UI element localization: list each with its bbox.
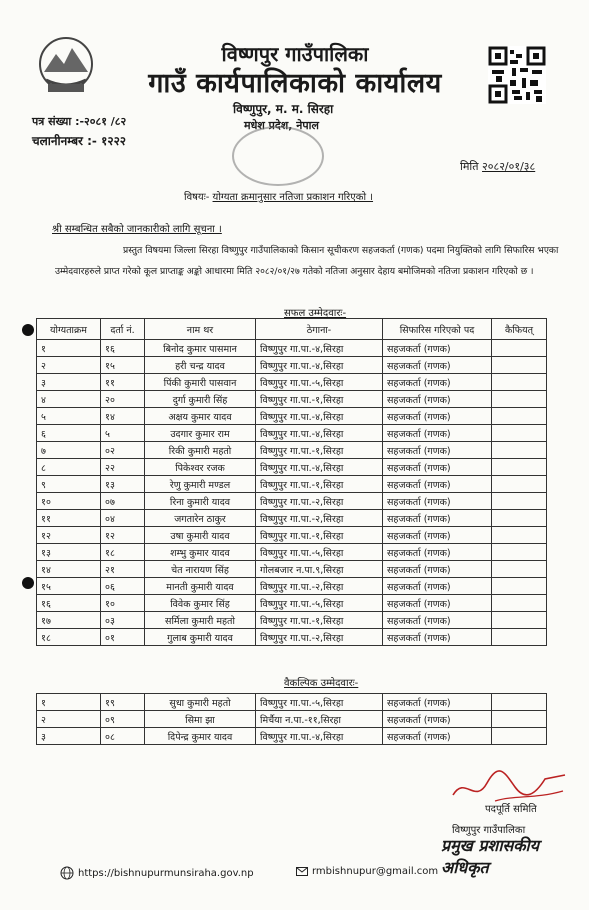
cell-address: विष्णुपुर गा.पा.-१,सिरहा <box>256 476 383 493</box>
cell-post: सहजकर्ता (गणक) <box>383 357 492 374</box>
cell-name: अक्षय कुमार यादव <box>145 408 256 425</box>
cell-address: विष्णुपुर गा.पा.-५,सिरहा <box>256 694 383 711</box>
successful-candidates-table <box>36 318 547 646</box>
table-row <box>37 442 547 459</box>
qr-code-icon <box>488 46 546 104</box>
cell-remarks <box>492 544 547 561</box>
cell-rank: ९ <box>37 476 101 493</box>
header-rank: योग्यताक्रम <box>37 319 101 340</box>
address-line-2: मधेश प्रदेश, नेपाल <box>244 119 319 132</box>
cell-name: चेत नारायण सिंह <box>145 561 256 578</box>
cell-address: विष्णुपुर गा.पा.-१,सिरहा <box>256 527 383 544</box>
cell-reg-no: ११ <box>101 374 145 391</box>
table-row <box>37 374 547 391</box>
cell-remarks <box>492 459 547 476</box>
cell-rank: ८ <box>37 459 101 476</box>
header-reg-no: दर्ता नं. <box>101 319 145 340</box>
email-link[interactable]: rmbishnupur@gmail.com <box>312 866 439 877</box>
cell-address: विष्णुपुर गा.पा.-१,सिरहा <box>256 442 383 459</box>
cell-reg-no: ०१ <box>101 629 145 646</box>
cell-remarks <box>492 442 547 459</box>
cell-address: विष्णुपुर गा.पा.-२,सिरहा <box>256 629 383 646</box>
cell-post: सहजकर्ता (गणक) <box>383 459 492 476</box>
cell-remarks <box>492 510 547 527</box>
header-address: ठेगाना- <box>256 319 383 340</box>
cell-post: सहजकर्ता (गणक) <box>383 391 492 408</box>
cell-address: विष्णुपुर गा.पा.-४,सिरहा <box>256 459 383 476</box>
cell-rank: १२ <box>37 527 101 544</box>
footer-website <box>60 866 254 880</box>
cell-reg-no: १४ <box>101 408 145 425</box>
municipality-name: विष्णपुर गाउँपालिका <box>221 42 369 66</box>
cell-address: विष्णुपुर गा.पा.-४,सिरहा <box>256 408 383 425</box>
cell-address: विष्णुपुर गा.पा.-१,सिरहा <box>256 612 383 629</box>
cell-name: बिनोद कुमार पासमान <box>145 340 256 357</box>
cell-name: हरी चन्द्र यादव <box>145 357 256 374</box>
cell-remarks <box>492 595 547 612</box>
cell-name: दिपेन्द्र कुमार यादव <box>145 728 256 745</box>
cell-remarks <box>492 578 547 595</box>
cell-post: सहजकर्ता (गणक) <box>383 711 492 728</box>
cell-rank: १ <box>37 340 101 357</box>
table-row <box>37 527 547 544</box>
cell-remarks <box>492 629 547 646</box>
cell-address: गोलबजार न.पा.९,सिरहा <box>256 561 383 578</box>
cell-post: सहजकर्ता (गणक) <box>383 694 492 711</box>
cell-post: सहजकर्ता (गणक) <box>383 595 492 612</box>
cell-rank: १३ <box>37 544 101 561</box>
cell-rank: ४ <box>37 391 101 408</box>
cell-address: मिर्चैया न.पा.-११,सिरहा <box>256 711 383 728</box>
date-value: २०८२/०१/३८ <box>482 160 536 173</box>
table-row <box>37 408 547 425</box>
cell-name: रेणु कुमारी मण्डल <box>145 476 256 493</box>
cell-name: सर्मिला कुमारी महतो <box>145 612 256 629</box>
office-name: गाउँ कार्यपालिकाको कार्यालय <box>148 68 442 99</box>
cell-remarks <box>492 391 547 408</box>
letter-number: पत्र संख्या :-२०८१ /८२ <box>32 115 127 128</box>
subject <box>184 189 373 203</box>
cell-remarks <box>492 493 547 510</box>
subject-value: योग्यता क्रमानुसार नतिजा प्रकाशन गरिएको । <box>212 192 374 203</box>
cell-address: विष्णुपुर गा.पा.-२,सिरहा <box>256 510 383 527</box>
punch-hole <box>22 577 34 589</box>
dispatch-number: चलानीनम्बर :- १२२२ <box>32 134 127 148</box>
cell-rank: ५ <box>37 408 101 425</box>
cell-rank: २ <box>37 357 101 374</box>
cell-post: सहजकर्ता (गणक) <box>383 493 492 510</box>
office-stamp <box>232 126 324 186</box>
cell-post: सहजकर्ता (गणक) <box>383 510 492 527</box>
table-row <box>37 425 547 442</box>
cell-address: विष्णुपुर गा.पा.-४,सिरहा <box>256 357 383 374</box>
cell-reg-no: १२ <box>101 527 145 544</box>
cell-post: सहजकर्ता (गणक) <box>383 629 492 646</box>
cell-address: विष्णुपुर गा.पा.-४,सिरहा <box>256 425 383 442</box>
table-row <box>37 391 547 408</box>
cell-address: विष्णुपुर गा.पा.-४,सिरहा <box>256 728 383 745</box>
punch-hole <box>22 324 34 336</box>
cell-reg-no: १३ <box>101 476 145 493</box>
cell-rank: ३ <box>37 728 101 745</box>
cell-remarks <box>492 340 547 357</box>
cell-reg-no: ०४ <box>101 510 145 527</box>
cell-reg-no: ०२ <box>101 442 145 459</box>
cell-reg-no: २१ <box>101 561 145 578</box>
addressee: श्री सम्बन्धित सबैको जानकारीको लागि सूचना । <box>52 224 222 235</box>
cell-address: विष्णुपुर गा.पा.-५,सिरहा <box>256 595 383 612</box>
table-row <box>37 459 547 476</box>
cell-rank: १४ <box>37 561 101 578</box>
cell-name: उदगार कुमार राम <box>145 425 256 442</box>
cell-reg-no: ०३ <box>101 612 145 629</box>
table-row <box>37 493 547 510</box>
cell-name: पिंकी कुमारी पासवान <box>145 374 256 391</box>
cell-post: सहजकर्ता (गणक) <box>383 544 492 561</box>
cell-rank: १० <box>37 493 101 510</box>
cell-reg-no: १८ <box>101 544 145 561</box>
cell-remarks <box>492 357 547 374</box>
cell-reg-no: ०९ <box>101 711 145 728</box>
cell-post: सहजकर्ता (गणक) <box>383 527 492 544</box>
cell-name: गुलाब कुमारी यादव <box>145 629 256 646</box>
cell-name: मानती कुमारी यादव <box>145 578 256 595</box>
cell-remarks <box>492 476 547 493</box>
cell-remarks <box>492 612 547 629</box>
globe-icon <box>60 866 74 880</box>
table-row <box>37 612 547 629</box>
header-name: नाम थर <box>145 319 256 340</box>
table-row <box>37 595 547 612</box>
cell-name: उषा कुमारी यादव <box>145 527 256 544</box>
cell-name: पिकेश्वर रजक <box>145 459 256 476</box>
cell-remarks <box>492 527 547 544</box>
alternate-candidates-title: वैकल्पिक उम्मेदवारः- <box>284 678 359 689</box>
footer-email <box>296 866 438 877</box>
cell-name: जगतारेन ठाकुर <box>145 510 256 527</box>
nepal-emblem-icon <box>34 34 98 98</box>
cell-name: रिना कुमारी यादव <box>145 493 256 510</box>
cell-reg-no: ०८ <box>101 728 145 745</box>
cell-rank: १८ <box>37 629 101 646</box>
signature-officer-title: प्रमुख प्रशासकीय अधिकृत <box>441 836 539 877</box>
cell-address: विष्णुपुर गा.पा.-४,सिरहा <box>256 340 383 357</box>
header-post: सिफारिस गरिएको पद <box>383 319 492 340</box>
cell-address: विष्णुपुर गा.पा.-२,सिरहा <box>256 493 383 510</box>
cell-rank: १५ <box>37 578 101 595</box>
cell-reg-no: २२ <box>101 459 145 476</box>
cell-post: सहजकर्ता (गणक) <box>383 340 492 357</box>
signature-committee: पदपूर्ति समिति <box>485 804 537 815</box>
date-label: मिति <box>460 160 479 173</box>
body-paragraph: प्रस्तुत विषयमा जिल्ला सिरहा विष्णुपुर गाउँपालिकाको किसान सूचीकरण सहजकर्ता (गणक) पदमा नियुक्तिको लागि सिफारिस भएका उम्मेदवारहरुले प्राप्त गरेको कूल प्राप्ताङ्क अङ्को आधारमा मिति २०८२/०१/२७ गतेको नतिजा अनुसार देहाय बमोजिमको नतिजा प्रकाशन गरिएको छ । <box>55 245 559 277</box>
envelope-icon <box>296 867 308 876</box>
cell-rank: ११ <box>37 510 101 527</box>
cell-reg-no: ०६ <box>101 578 145 595</box>
table-row <box>37 694 547 711</box>
table-header-row <box>37 319 547 340</box>
cell-name: दुर्गा कुमारी सिंह <box>145 391 256 408</box>
cell-post: सहजकर्ता (गणक) <box>383 561 492 578</box>
cell-rank: ७ <box>37 442 101 459</box>
address-line-1: विष्णुपुर, म. म. सिरहा <box>233 102 334 116</box>
table-row <box>37 578 547 595</box>
cell-reg-no: ५ <box>101 425 145 442</box>
cell-reg-no: २० <box>101 391 145 408</box>
cell-post: सहजकर्ता (गणक) <box>383 408 492 425</box>
cell-rank: ६ <box>37 425 101 442</box>
alternate-candidates-table <box>36 693 547 745</box>
cell-remarks <box>492 408 547 425</box>
cell-post: सहजकर्ता (गणक) <box>383 425 492 442</box>
successful-candidates-title: सफल उम्मेदवारः- <box>284 308 347 319</box>
cell-reg-no: १० <box>101 595 145 612</box>
subject-label: विषयः- <box>184 192 210 203</box>
cell-post: सहजकर्ता (गणक) <box>383 476 492 493</box>
cell-remarks <box>492 694 547 711</box>
website-link[interactable]: https://bishnupurmunsiraha.gov.np <box>78 867 254 879</box>
cell-remarks <box>492 425 547 442</box>
cell-address: विष्णुपुर गा.पा.-५,सिरहा <box>256 544 383 561</box>
table-row <box>37 476 547 493</box>
signature-municipality: विष्णुपुर गाउँपालिका <box>452 825 526 836</box>
cell-post: सहजकर्ता (गणक) <box>383 374 492 391</box>
cell-name: शम्भु कुमार यादव <box>145 544 256 561</box>
cell-rank: १ <box>37 694 101 711</box>
cell-remarks <box>492 374 547 391</box>
cell-name: सुधा कुमारी महतो <box>145 694 256 711</box>
cell-remarks <box>492 711 547 728</box>
cell-address: विष्णुपुर गा.पा.-५,सिरहा <box>256 374 383 391</box>
cell-rank: २ <box>37 711 101 728</box>
cell-reg-no: १९ <box>101 694 145 711</box>
table-row <box>37 340 547 357</box>
cell-rank: १७ <box>37 612 101 629</box>
date <box>460 159 535 174</box>
cell-post: सहजकर्ता (गणक) <box>383 442 492 459</box>
cell-address: विष्णुपुर गा.पा.-२,सिरहा <box>256 578 383 595</box>
cell-rank: ३ <box>37 374 101 391</box>
cell-post: सहजकर्ता (गणक) <box>383 728 492 745</box>
cell-reg-no: १५ <box>101 357 145 374</box>
cell-post: सहजकर्ता (गणक) <box>383 578 492 595</box>
cell-post: सहजकर्ता (गणक) <box>383 612 492 629</box>
table-row <box>37 728 547 745</box>
cell-remarks <box>492 728 547 745</box>
header-remarks: कैफियत् <box>492 319 547 340</box>
cell-name: सिमा झा <box>145 711 256 728</box>
table-row <box>37 357 547 374</box>
table-row <box>37 711 547 728</box>
cell-remarks <box>492 561 547 578</box>
table-row <box>37 544 547 561</box>
cell-address: विष्णुपुर गा.पा.-१,सिरहा <box>256 391 383 408</box>
cell-name: रिकी कुमारी महतो <box>145 442 256 459</box>
cell-reg-no: ०७ <box>101 493 145 510</box>
cell-rank: १६ <box>37 595 101 612</box>
table-row <box>37 510 547 527</box>
cell-name: विवेक कुमार सिंह <box>145 595 256 612</box>
table-row <box>37 629 547 646</box>
cell-reg-no: १६ <box>101 340 145 357</box>
table-row <box>37 561 547 578</box>
